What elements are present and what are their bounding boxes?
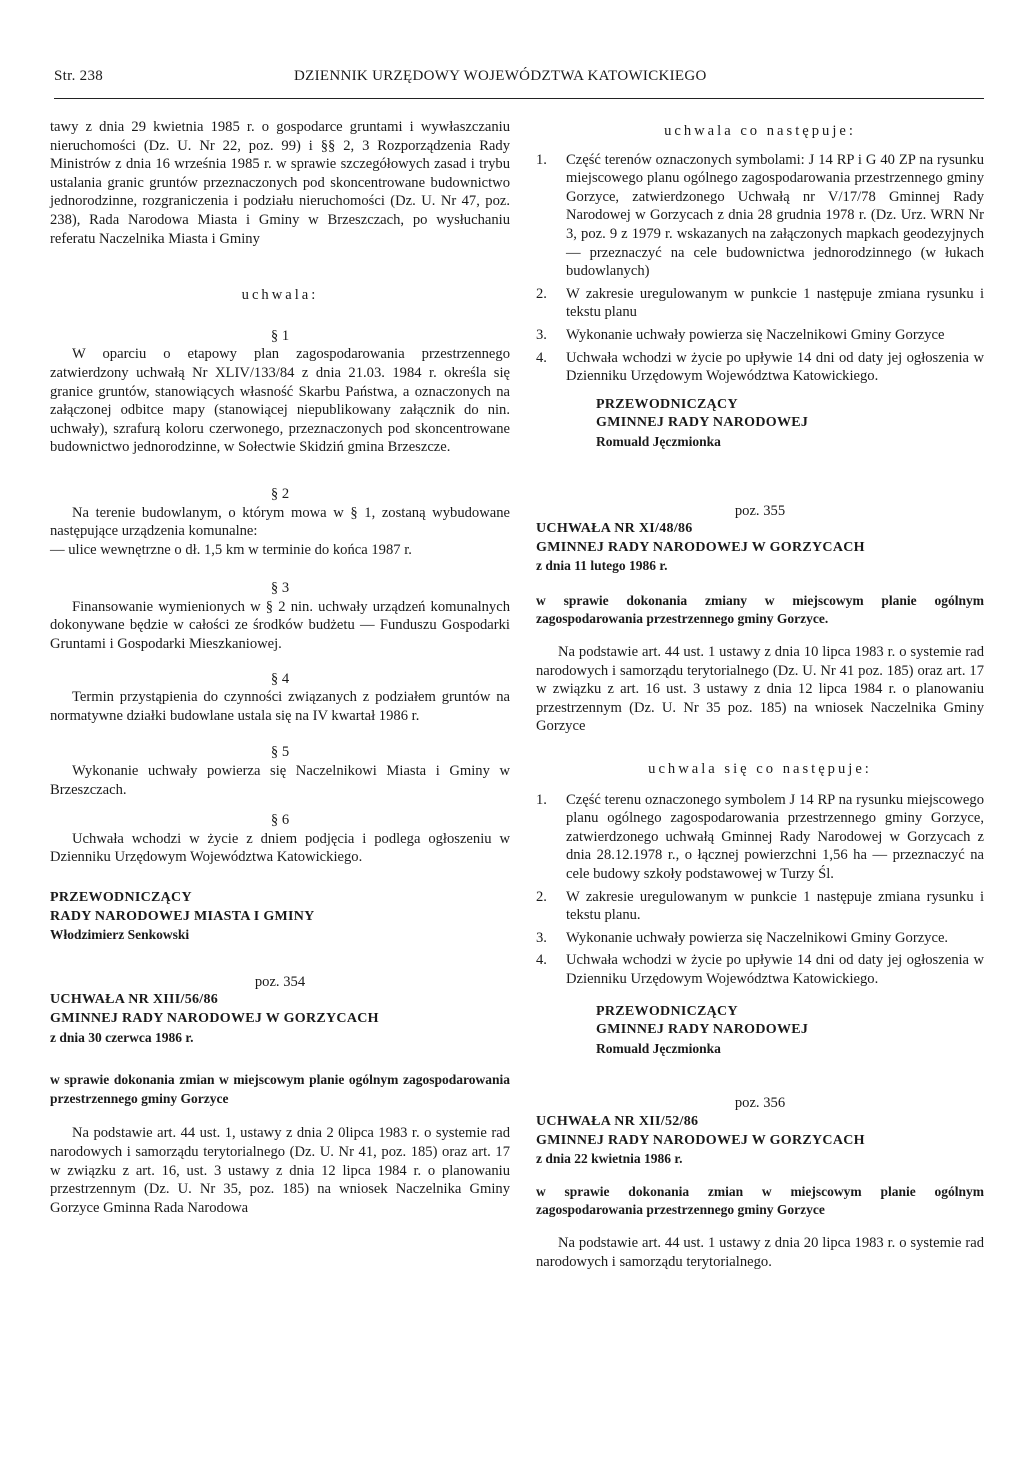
signature-title-2: RADY NARODOWEJ MIASTA I GMINY — [50, 908, 315, 924]
poz-355: poz. 355 — [734, 502, 786, 519]
resolution-354-basis: Na podstawie art. 44 ust. 1, ustawy z dnia 2 0lipca 1983 r. o systemie rad narodowych i samorządu terytorialnego (Dz. U. Nr 41, poz. 185) oraz art. 17 w związku z art. 16, ust. 3 ustawy z dnia 12 lipca 1984 r. o planowaniu przestrzennym (Dz. U. Nr 35, poz. 185) na wniosek Naczelnika Gminy Gorzyce Gminna Rada Narodowa — [50, 1125, 510, 1216]
uchwala-heading-1: uchwala co następuje: — [664, 123, 856, 139]
header-rule — [54, 98, 984, 99]
resolution-356-basis: Na podstawie art. 44 ust. 1 ustawy z dnia 20 lipca 1983 r. o systemie rad narodowych i samorządu terytorialnego. — [536, 1234, 984, 1270]
list-item: 3. Wykonanie uchwały powierza się Naczelnikowi Gminy Gorzyce. — [536, 929, 949, 946]
section-1-text: W oparciu o etapowy plan zagospodarowania przestrzennego zatwierdzony uchwałą Nr XLIV/133/84 z dnia 21.03. 1984 r. określa się granice gruntów, stanowiących własność Skarbu Państwa, a oznaczonych na załączonej odbitce mapy (stanowiącej niepublikowany załącznik do nin. uchwały), szrafurą koloru czerwonego, przeznaczonych pod skoncentrowane budownictwo jednorodzinne, w Sołectwie Skidziń gmina Brzeszcze. — [50, 346, 510, 456]
resolution-354-subject: w sprawie dokonania zmian w miejscowym planie ogólnym zagospodarowania przestrzennego gminy Gorzyce — [50, 1072, 510, 1106]
resolution-356-subject: w sprawie dokonania zmian w miejscowym planie ogólnym zagospodarowania przestrzennego gminy Gorzyce — [536, 1183, 984, 1218]
signature-title-1: PRZEWODNICZĄCY — [50, 890, 192, 905]
section-2-text: Na terenie budowlanym, o którym mowa w § 1, zostaną wybudowane następujące urządzenia komunalne: — [50, 504, 510, 540]
section-4-heading: § 4 — [270, 670, 290, 687]
signature-name: Romuald Jęczmionka — [596, 1040, 721, 1056]
section-2-heading: § 2 — [270, 485, 290, 502]
resolution-354-date: z dnia 30 czerwca 1986 r. — [50, 1029, 194, 1045]
signature-block-gorzyce-1 — [536, 396, 984, 452]
resolution-356-title: UCHWAŁA NR XII/52/86 — [536, 1113, 699, 1129]
signature-name: Włodzimierz Senkowski — [50, 927, 190, 943]
poz-354: poz. 354 — [254, 973, 306, 990]
resolution-354-header — [50, 973, 510, 1047]
signature-block-brzeszcze — [50, 889, 510, 945]
signature-title-1: PRZEWODNICZĄCY — [596, 1003, 738, 1019]
intro-paragraph: tawy z dnia 29 kwietnia 1985 r. o gospodarce gruntami i wywłaszczaniu nieruchomości (Dz. U. Nr 22, poz. 99) i §§ 2, 3 Rozporządzenia Rady Ministrów z dnia 16 września 1985 r. w sprawie szczegółowych zasad i trybu ustalania granic gruntów przeznaczonych pod skoncentrowane budownictwo jednorodzinne, rozgraniczenia i podziału nieruchomości (Dz. U. Nr 47, poz. 238), Rada Narodowa Miasta i Gminy w Brzeszczach, po wysłuchaniu referatu Naczelnika Miasta i Gminy — [50, 119, 510, 247]
signature-title-2: GMINNEJ RADY NARODOWEJ — [596, 415, 809, 431]
list-item: 2. W zakresie uregulowanym w punkcie 1 następuje zmiana rysunku i tekstu planu — [536, 285, 984, 321]
section-3-heading: § 3 — [270, 580, 290, 597]
list-item: 4. Uchwała wchodzi w życie po upływie 14 dni od daty jej ogłoszenia w Dzienniku Urzędowym Województwa Katowickiego. — [536, 349, 984, 385]
uchwala-heading: uchwala: — [241, 287, 319, 304]
resolution-355-basis: Na podstawie art. 44 ust. 1 ustawy z dnia 10 lipca 1983 r. o systemie rad narodowych i samorządu terytorialnego (Dz. U. Nr 41 poz. 185) oraz art. 17 w związku z art. 16 ust. 3 ustawy z dnia 12 lipca 1984 r. o planowaniu przestrzennym (Dz. U. Nr 35 poz. 185) na wniosek Naczelnika Gminy Gorzyce — [536, 644, 984, 735]
section-6-text: Uchwała wchodzi w życie z dniem podjęcia i podlega ogłoszeniu w Dzienniku Urzędowym Województwa Katowickiego. — [50, 830, 510, 866]
poz-356: poz. 356 — [734, 1095, 786, 1112]
section-5-heading: § 5 — [270, 744, 290, 761]
section-4-text: Termin przystąpienia do czynności związanych z podziałem gruntów na normatywne działki budowlane ustala się na IV kwartał 1986 r. — [50, 689, 510, 724]
resolution-list-2 — [536, 791, 984, 989]
resolution-356-header — [536, 1094, 984, 1168]
list-item: 1. Część terenu oznaczonego symbolem J 14 RP na rysunku miejscowego planu ogólnego zagospodarowania przestrzennego gminy Gorzyce, zatwierdzonego uchwałą Gminnej Rady Narodowej w Gorzycach z dnia 28.12.1978 r., o łącznej powierzchni 1,56 ha — przeznaczyć na cele budowy szkoły podstawowej w Turzy Śl. — [536, 791, 984, 882]
uchwala-heading-2: uchwala się co następuje: — [648, 761, 872, 778]
left-column — [50, 118, 510, 1217]
section-5-text: Wykonanie uchwały powierza się Naczelnikowi Miasta i Gminy w Brzeszczach. — [50, 763, 510, 798]
resolution-355-body: GMINNEJ RADY NARODOWEJ W GORZYCACH — [536, 539, 865, 555]
section-3-text: Finansowanie wymienionych w § 2 nin. uchwały urządzeń komunalnych dokonywane będzie w całości ze środków budżetu — Funduszu Gospodarki Gruntami i Gospodarki Mieszkaniowej. — [50, 598, 510, 653]
section-1-heading: § 1 — [270, 327, 290, 344]
list-item: 3. Wykonanie uchwały powierza się Naczelnikowi Gminy Gorzyce — [536, 326, 945, 343]
right-column — [536, 118, 984, 1271]
list-item: 1. Część terenów oznaczonych symbolami: J 14 RP i G 40 ZP na rysunku miejscowego planu ogólnego zagospodarowania przestrzennego gminy Gorzyce, zatwierdzonego Uchwałą nr V/17/78 Gminnej Rady Narodowej w Gorzycach z dnia 28 grudnia 1978 r. (Dz. Urz. WRN Nr 3, poz. 9 z 1979 r. wskazanych na załączonych mapkach geodezyjnych — przeznaczyć na cele budownictwa jednorodzinnego (w łukach budowlanych) — [536, 151, 984, 280]
resolution-354-title: UCHWAŁA NR XIII/56/86 — [50, 992, 219, 1008]
resolution-355-date: z dnia 11 lutego 1986 r. — [536, 558, 668, 574]
resolution-356-body: GMINNEJ RADY NARODOWEJ W GORZYCACH — [536, 1132, 865, 1148]
section-2-item: — ulice wewnętrzne o dł. 1,5 km w terminie do końca 1987 r. — [50, 541, 412, 558]
signature-block-gorzyce-2 — [536, 1003, 984, 1059]
resolution-355-subject: w sprawie dokonania zmiany w miejscowym planie ogólnym zagospodarowania przestrzennego gminy Gorzyce. — [536, 592, 984, 627]
resolution-356-date: z dnia 22 kwietnia 1986 r. — [536, 1151, 683, 1167]
resolution-list-1 — [536, 151, 984, 386]
section-6-heading: § 6 — [270, 812, 290, 829]
page-number: Str. 238 — [54, 68, 104, 84]
signature-title-1: PRZEWODNICZĄCY — [596, 396, 738, 412]
signature-name: Romuald Jęczmionka — [596, 433, 721, 449]
list-item: 2. W zakresie uregulowanym w punkcie 1 następuje zmiana rysunku i tekstu planu. — [536, 888, 984, 924]
list-item: 4. Uchwała wchodzi w życie po upływie 14 dni od daty jej ogłoszenia w Dzienniku Urzędowym Województwa Katowickiego. — [536, 952, 984, 987]
resolution-355-title: UCHWAŁA NR XI/48/86 — [536, 521, 693, 537]
journal-title: DZIENNIK URZĘDOWY WOJEWÓDZTWA KATOWICKIEGO — [294, 68, 707, 84]
resolution-355-header — [536, 502, 984, 576]
signature-title-2: GMINNEJ RADY NARODOWEJ — [596, 1022, 809, 1038]
resolution-354-body: GMINNEJ RADY NARODOWEJ W GORZYCACH — [50, 1010, 379, 1026]
